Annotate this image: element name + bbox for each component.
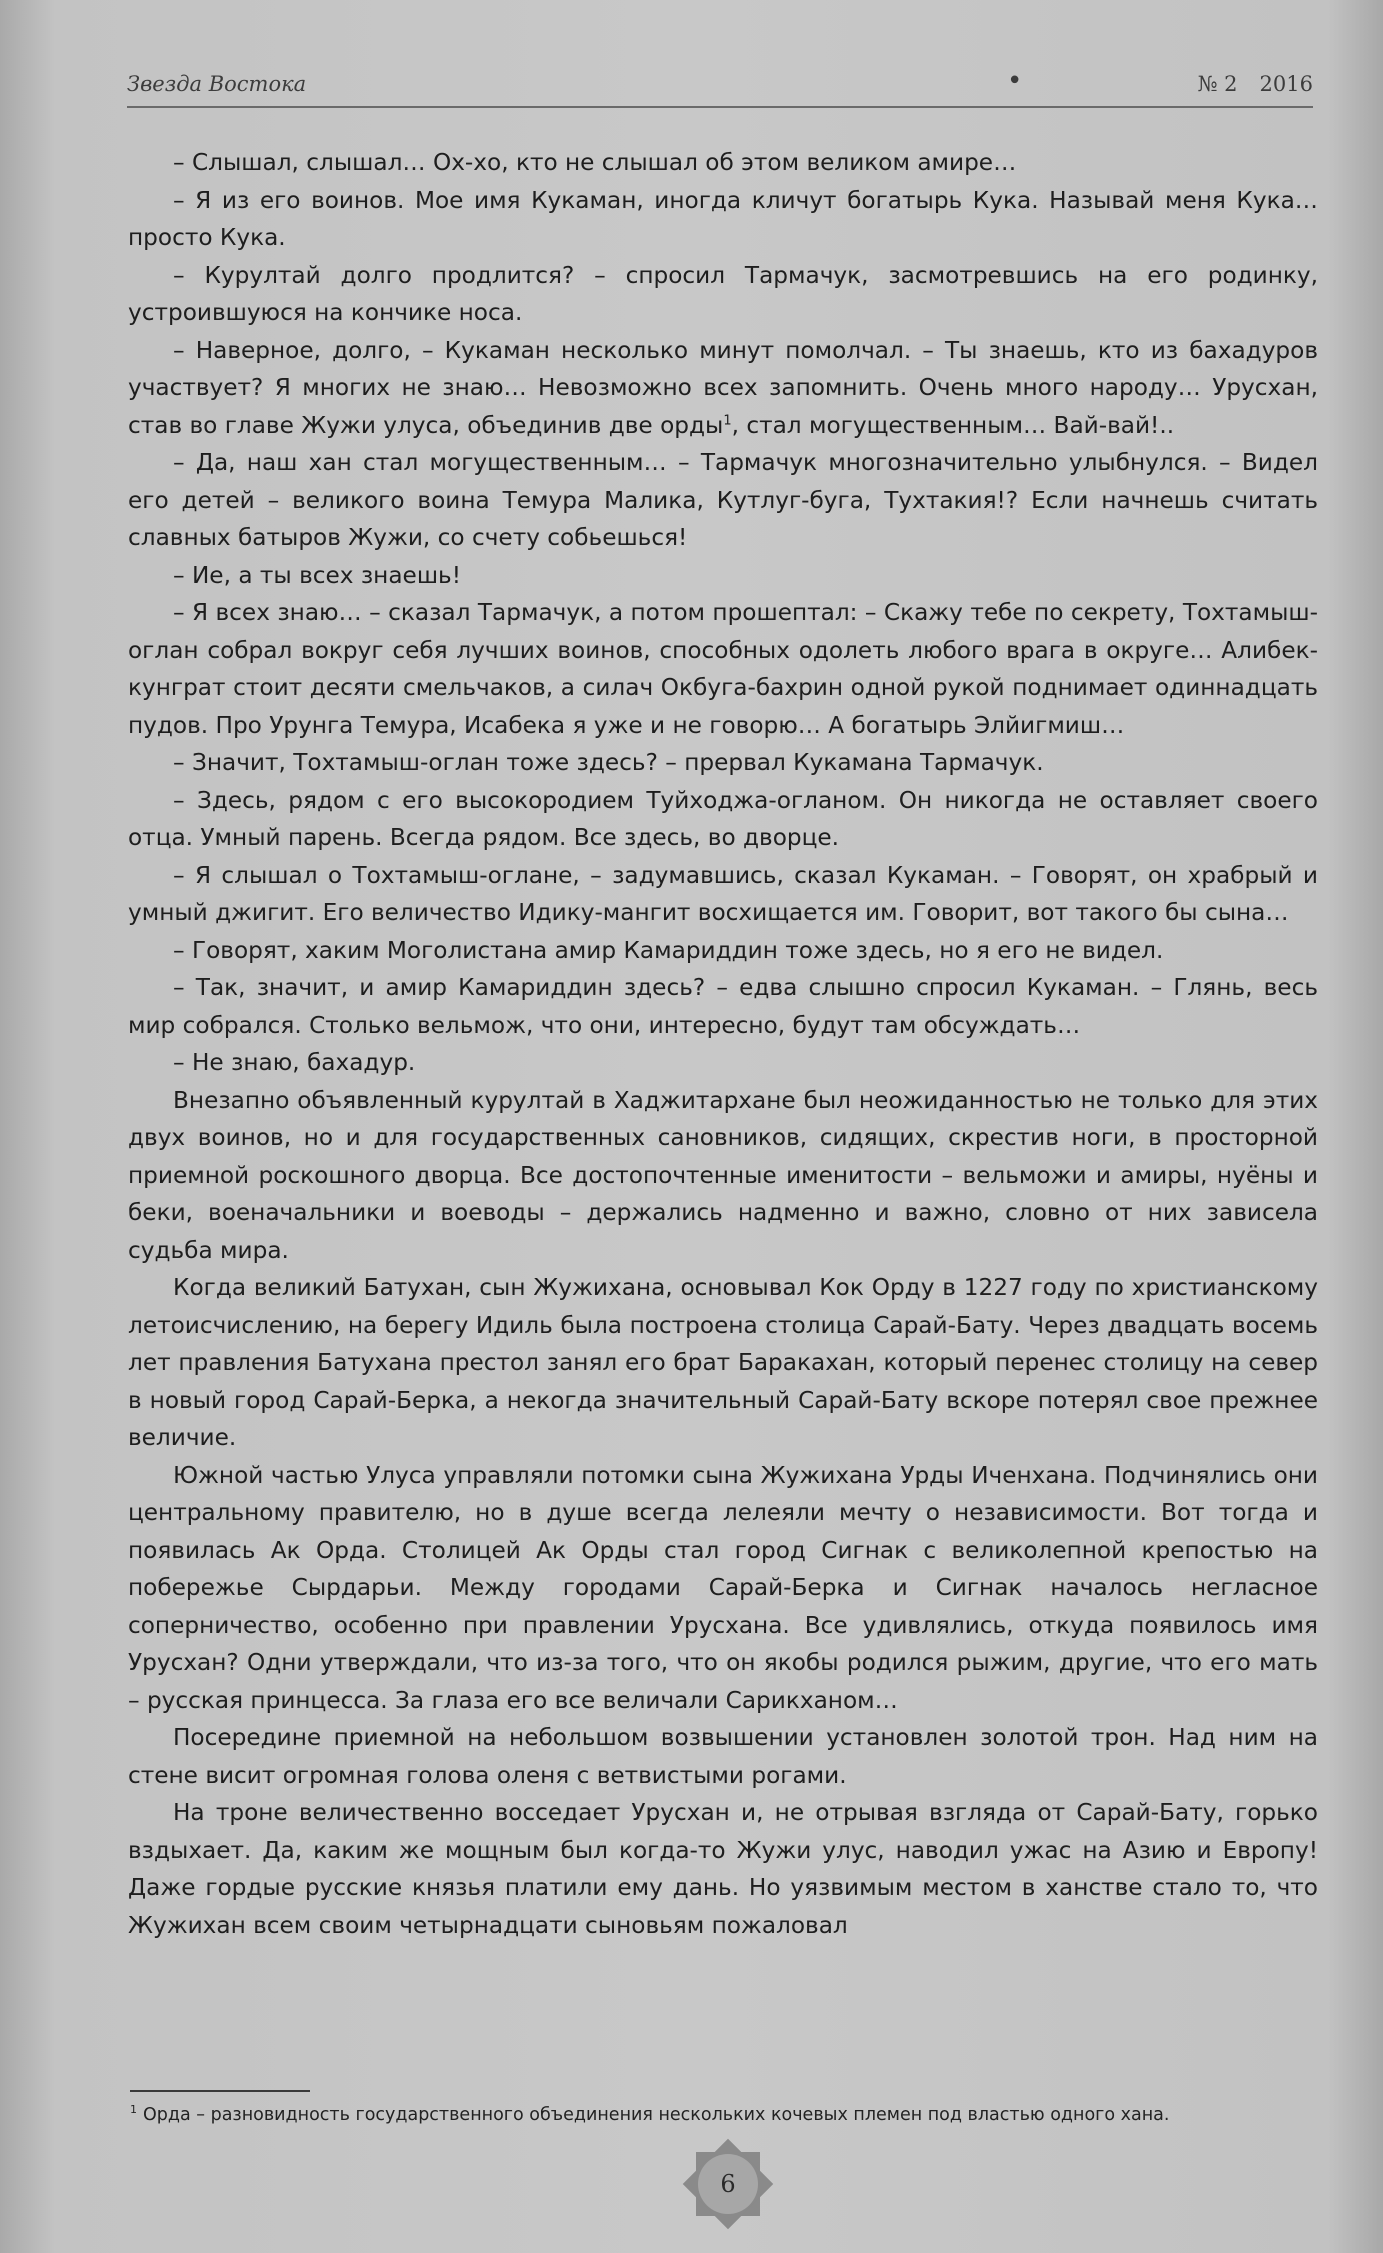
footnote-text: Орда – разновидность государственного объединения нескольких кочевых племен под властью одного хана. (143, 2105, 1170, 2125)
running-header (127, 66, 1313, 108)
paragraph: Внезапно объявленный курултай в Хаджитархане был неожиданностью не только для этих двух воинов, но и для государственных сановников, сидящих, скрестив ноги, в просторной приемной роскошного дворца. Все достопочтенные именитости – вельможи и амиры, нуёны и беки, военачальники и воеводы – держались надменно и важно, словно от них зависела судьба мира. (128, 1086, 1318, 1264)
paragraph: – Да, наш хан стал могущественным… – Тармачук многозначительно улыбнулся. – Видел его детей – великого воина Темура Малика, Кутлуг-буга, Тухтакия!? Если начнешь считать славных батыров Жужи, со счету собьешься! (128, 449, 1318, 551)
paragraph-text-tail: , стал могущественным… Вай-вай!.. (731, 411, 1175, 439)
issue-number: № 2 (1197, 72, 1238, 96)
paragraph: – Не знаю, бахадур. (173, 1049, 416, 1076)
paragraph: – Говорят, хаким Моголистана амир Камариддин тоже здесь, но я его не видел. (173, 936, 1164, 964)
article-body (128, 144, 1318, 1944)
footnote-marker: 1 (130, 2103, 137, 2117)
footnote-divider (130, 2090, 310, 2092)
footnote (130, 2103, 1323, 2127)
paragraph: – Курултай долго продлится? – спросил Тармачук, засмотревшись на его родинку, устроившуюся на кончике носа. (128, 261, 1318, 326)
header-separator: • (1007, 66, 1023, 96)
paragraph: Посередине приемной на небольшом возвышении установлен золотой трон. Над ним на стене висит огромная голова оленя с ветвистыми рогами. (128, 1724, 1318, 1789)
paragraph-text: – Наверное, долго, – Кукаман несколько минут помолчал. – Ты знаешь, кто из бахадуров участвует? Я многих не знаю… Невозможно всех запомнить. Очень много народу… Урусхан, став во главе Жужи улуса, объединив две орды (128, 336, 1318, 439)
paragraph: Когда великий Батухан, сын Жужихана, основывал Кок Орду в 1227 году по христианскому летоисчислению, на берегу Идиль была построена столица Сарай-Бату. Через двадцать восемь лет правления Батухана престол занял его брат Баракахан, который перенес столицу на север в новый город Сарай-Берка, а некогда значительный Сарай-Бату вскоре потерял свое прежнее величие. (128, 1274, 1318, 1451)
paragraph: – Ие, а ты всех знаешь! (173, 561, 461, 589)
paragraph: Южной частью Улуса управляли потомки сына Жужихана Урды Иченхана. Подчинялись они центральному правителю, но в душе всегда лелеяли мечту о независимости. Вот тогда и появилась Ак Орда. Столицей Ак Орды стал город Сигнак с великолепной крепостью на побережье Сырдарьи. Между городами Сарай-Берка и Сигнак началось негласное соперничество, особенно при правлении Урусхана. Все удивлялись, откуда появилось имя Урусхан? Одни утверждали, что из-за того, что он якобы родился рыжим, другие, что его мать – русская принцесса. За глаза его все величали Сарикханом… (128, 1461, 1318, 1714)
issue-year: 2016 (1259, 72, 1313, 96)
paragraph: – Я слышал о Тохтамыш-оглане, – задумавшись, сказал Кукаман. – Говорят, он храбрый и умный джигит. Его величество Идику-мангит восхищается им. Говорит, вот такого бы сына… (128, 861, 1318, 926)
issue-info (1198, 72, 1313, 96)
paragraph: – Слышал, слышал… Ох-хо, кто не слышал об этом великом амире… (173, 149, 1017, 176)
page-number: 6 (720, 2170, 736, 2198)
journal-title: Звезда Востока (127, 72, 307, 96)
paragraph: – Значит, Тохтамыш-оглан тоже здесь? – прервал Кукамана Тармачук. (173, 749, 1044, 776)
paragraph: – Я всех знаю… – сказал Тармачук, а потом прошептал: – Скажу тебе по секрету, Тохтамыш-оглан собрал вокруг себя лучших воинов, способных одолеть любого врага в округе… Алибек-кунграт стоит десяти смельчаков, а силач Окбуга-бахрин одной рукой поднимает одиннадцать пудов. Про Урунга Темура, Исабека я уже и не говорю… А богатырь Элйигмиш… (128, 599, 1318, 739)
paragraph: – Я из его воинов. Мое имя Кукаман, иногда кличут богатырь Кука. Называй меня Кука… просто Кука. (128, 186, 1318, 251)
paragraph (128, 332, 1318, 445)
paragraph: – Здесь, рядом с его высокородием Туйходжа-огланом. Он никогда не оставляет своего отца. Умный парень. Всегда рядом. Все здесь, во дворце. (128, 786, 1318, 851)
paragraph: На троне величественно восседает Урусхан и, не отрывая взгляда от Сарай-Бату, горько вздыхает. Да, каким же мощным был когда-то Жужи улус, наводил ужас на Азию и Европу! Даже гордые русские князья платили ему дань. Но уязвимым местом в ханстве стало то, что Жужихан всем своим четырнадцати сыновьям пожаловал (128, 1799, 1318, 1939)
footnote-reference: 1 (723, 412, 732, 428)
paragraph: – Так, значит, и амир Камариддин здесь? – едва слышно спросил Кукаман. – Глянь, весь мир собрался. Столько вельмож, что они, интересно, будут там обсуждать… (128, 974, 1318, 1039)
